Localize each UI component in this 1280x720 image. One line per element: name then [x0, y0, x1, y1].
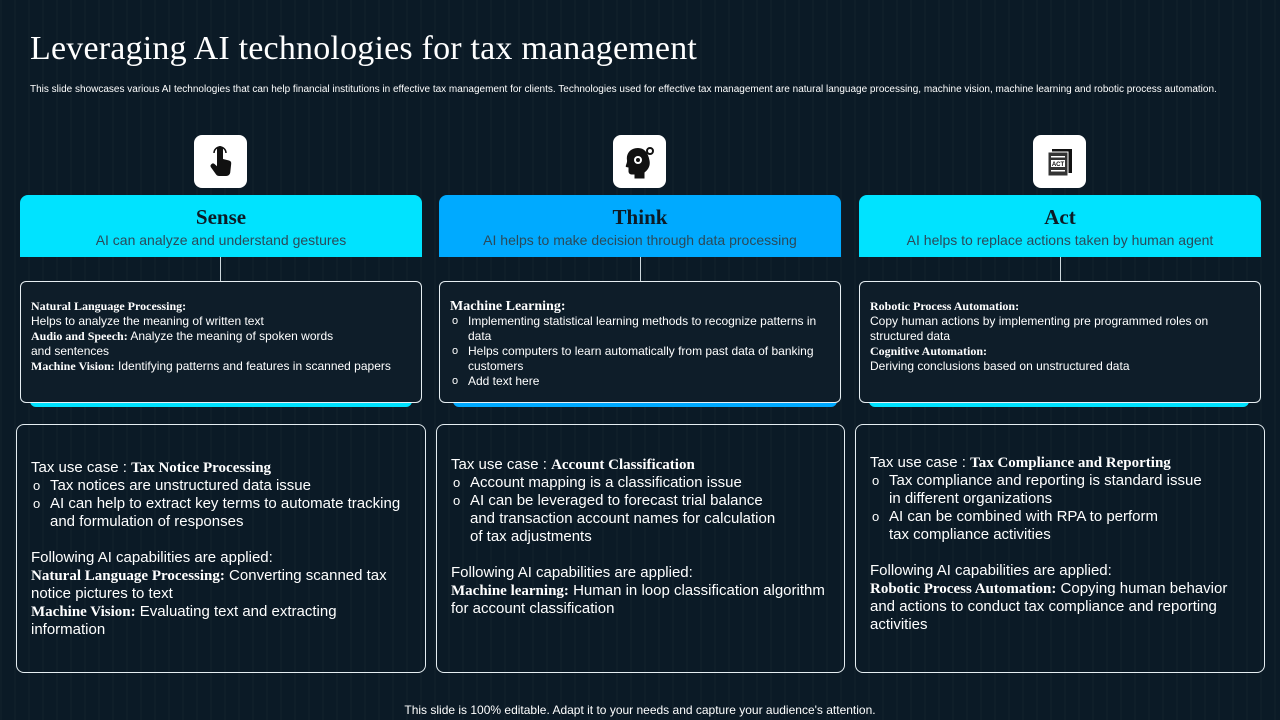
capability-text: Copying human behavior and actions to conduct tax compliance and reporting activities	[870, 580, 1228, 633]
list-item: o AI can help to extract key terms to automate tracking and formulation of responses	[31, 495, 411, 531]
sense-details	[20, 281, 422, 403]
usecase-heading	[31, 459, 411, 477]
think-title: Think	[612, 205, 668, 229]
mv-line	[31, 359, 411, 374]
usecase-prefix: Tax use case :	[870, 454, 971, 471]
audio-text-2: and sentences	[31, 344, 110, 358]
think-usecase	[436, 424, 845, 673]
page-subtitle: This slide showcases various AI technologies that can help financial institutions in effective tax management for clients. Technologies used for effective tax management are natural language processing, machine vision, machine learning and robotic process automation.	[30, 84, 1217, 95]
following-text: Following AI capabilities are applied:	[870, 562, 1112, 579]
nlp-text: Helps to analyze the meaning of written text	[31, 314, 264, 328]
usecase-heading	[451, 456, 830, 474]
usecase-prefix: Tax use case :	[451, 456, 552, 473]
list-item: o Tax notices are unstructured data issue	[31, 477, 411, 495]
list-item: o AI can be combined with RPA to perform tax compliance activities	[870, 508, 1250, 544]
usecase-bullets	[31, 477, 411, 531]
mv-label: Machine Vision:	[31, 359, 115, 373]
capability-text: Evaluating text and extracting information	[31, 603, 337, 638]
audio-text: Analyze the meaning of spoken words	[130, 329, 334, 343]
ml-label: Machine Learning:	[450, 299, 566, 314]
usecase-bullets	[870, 472, 1250, 544]
following-text: Following AI capabilities are applied:	[451, 564, 693, 581]
list-item: o Tax compliance and reporting is standard issue in different organizations	[870, 472, 1250, 508]
capability-1	[870, 580, 1250, 634]
capability-label: Robotic Process Automation:	[870, 581, 1057, 597]
audio-label: Audio and Speech:	[31, 329, 128, 343]
capability-label: Machine learning:	[451, 583, 569, 599]
capability-1	[31, 567, 411, 603]
list-item: o AI can be leveraged to forecast trial balance and transaction account names for calculation of tax adjustments	[451, 492, 830, 546]
capability-text: Human in loop classification algorithm for account classification	[451, 582, 825, 617]
ca-text: Deriving conclusions based on unstructured data	[870, 359, 1130, 373]
svg-text:ACT: ACT	[1051, 161, 1064, 168]
act-details	[859, 281, 1261, 403]
sense-title: Sense	[195, 205, 247, 229]
think-details	[439, 281, 841, 403]
nlp-label: Natural Language Processing:	[31, 299, 187, 313]
usecase-name: Account Classification	[551, 457, 695, 473]
act-document-icon	[1033, 135, 1086, 188]
capability-1	[451, 582, 830, 618]
sense-usecase	[16, 424, 426, 673]
capability-label: Machine Vision:	[31, 604, 136, 620]
capability-2	[31, 603, 411, 639]
rpa-text: Copy human actions by implementing pre programmed roles on structured data	[870, 314, 1209, 343]
act-usecase	[855, 424, 1265, 673]
list-item: o Implementing statistical learning methods to recognize patterns in data	[450, 314, 830, 344]
audio-line	[31, 329, 411, 344]
ca-label: Cognitive Automation:	[870, 344, 987, 358]
capability-label: Natural Language Processing:	[31, 568, 225, 584]
list-item: o Helps computers to learn automatically from past data of banking customers	[450, 344, 830, 374]
rpa-label: Robotic Process Automation:	[870, 299, 1020, 313]
usecase-heading	[870, 454, 1250, 472]
think-subtitle: AI helps to make decision through data processing	[483, 232, 797, 248]
sense-connector	[220, 257, 221, 281]
ml-bullets	[450, 314, 830, 389]
sense-header	[20, 195, 422, 257]
act-connector	[1060, 257, 1061, 281]
usecase-name: Tax Compliance and Reporting	[970, 455, 1171, 471]
usecase-name: Tax Notice Processing	[131, 460, 272, 476]
usecase-bullets	[451, 474, 830, 546]
list-item: o Account mapping is a classification issue	[451, 474, 830, 492]
following-text: Following AI capabilities are applied:	[31, 549, 273, 566]
think-header	[439, 195, 841, 257]
mv-text: Identifying patterns and features in scanned papers	[118, 359, 391, 373]
usecase-prefix: Tax use case :	[31, 459, 132, 476]
list-item: o Add text here	[450, 374, 830, 389]
act-header	[859, 195, 1261, 257]
sense-subtitle: AI can analyze and understand gestures	[95, 232, 347, 248]
touch-gesture-icon	[194, 135, 247, 188]
think-connector	[640, 257, 641, 281]
footer-note: This slide is 100% editable. Adapt it to your needs and capture your audience's attention.	[404, 703, 876, 717]
act-title: Act	[1044, 205, 1076, 229]
act-subtitle: AI helps to replace actions taken by human agent	[906, 232, 1214, 248]
brain-gear-icon	[613, 135, 666, 188]
page-title: Leveraging AI technologies for tax management	[30, 30, 698, 67]
capability-text: Converting scanned tax notice pictures to text	[31, 567, 387, 602]
